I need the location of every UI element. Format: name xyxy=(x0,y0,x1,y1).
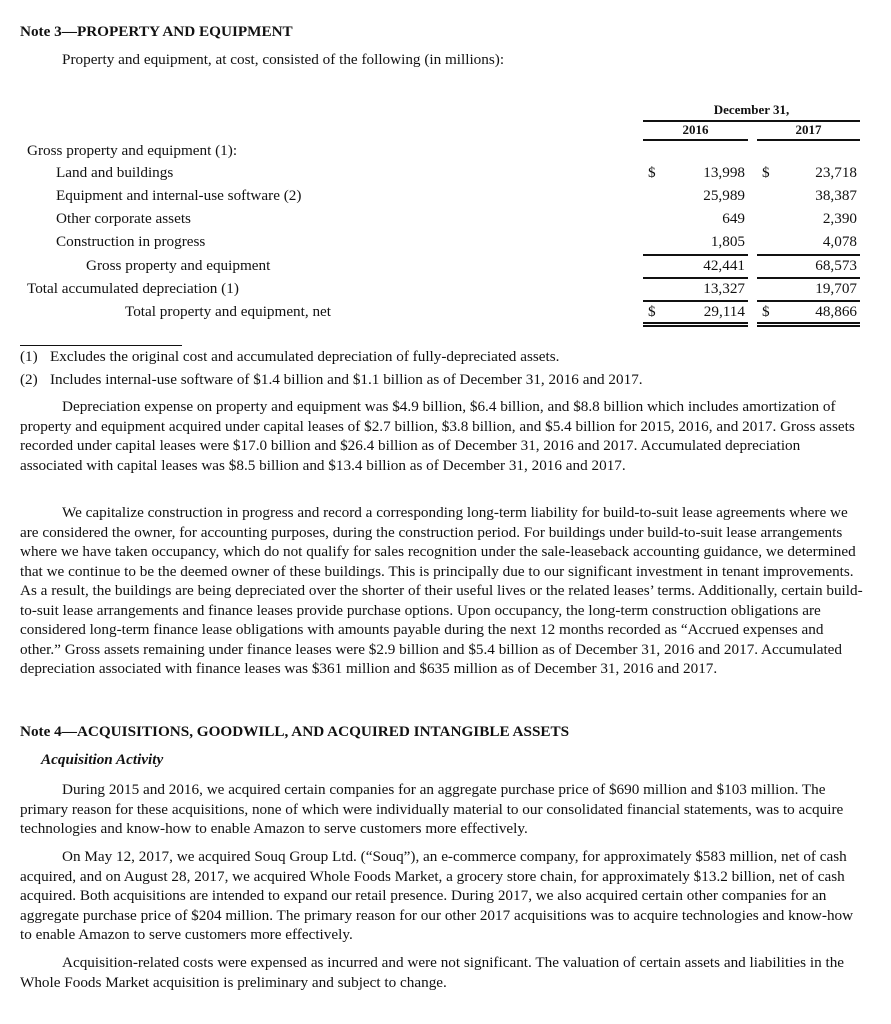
row-label: Total property and equipment, net xyxy=(125,303,332,320)
row-label: Equipment and internal-use software (2) xyxy=(56,187,302,204)
footnote-marker: (1) xyxy=(20,348,38,365)
column-header-2016: 2016 xyxy=(682,122,709,137)
footnote-text: Includes internal-use software of $1.4 billion and $1.1 billion as of December 31, 2016 and 2017. xyxy=(50,371,643,388)
currency-symbol: $ xyxy=(762,164,770,181)
row-label: Gross property and equipment xyxy=(86,257,271,274)
currency-symbol: $ xyxy=(648,303,656,320)
currency-symbol: $ xyxy=(648,164,656,181)
table-cell: 4,078 xyxy=(822,233,857,250)
double-rule-2017 xyxy=(757,325,860,327)
paragraph-acquisitions-2015-2016: During 2015 and 2016, we acquired certain companies for an aggregate purchase price of $690 million and $103 million. The primary reason for these acquisitions, none of which were individually material to our consolidated financial statements, was to acquire technologies and know-how to enable Amazon to serve customers more effectively. xyxy=(20,781,844,837)
table-cell: 2,390 xyxy=(822,210,857,227)
table-cell: 23,718 xyxy=(815,164,857,181)
table-cell: 19,707 xyxy=(815,280,857,297)
table-cell: 48,866 xyxy=(815,303,857,320)
paragraph-acquisitions-2017: On May 12, 2017, we acquired Souq Group Ltd. (“Souq”), an e-commerce company, for approximately $583 million, net of cash acquired, and on August 28, 2017, we acquired Whole Foods Market, a grocery store chain, for approximately $13.2 billion, net of cash acquired. Both acquisitions are intended to expand our retail presence. During 2017, we also acquired certain other companies for an aggregate purchase price of $204 million. The primary reason for our other 2017 acquisitions was to acquire technologies and know-how to enable Amazon to serve customers more effectively. xyxy=(20,848,854,943)
table-cell: 649 xyxy=(722,210,745,227)
table-cell: 29,114 xyxy=(703,303,745,320)
paragraph-acquisition-costs: Acquisition-related costs were expensed as incurred and were not significant. The valuation of certain assets and liabilities in the Whole Foods Market acquisition is preliminary and subject to change. xyxy=(20,954,845,991)
footnote-marker: (2) xyxy=(20,371,38,388)
table-cell: 25,989 xyxy=(703,187,745,204)
currency-symbol: $ xyxy=(762,303,770,320)
table-cell: 68,573 xyxy=(815,257,857,274)
row-label: Total accumulated depreciation (1) xyxy=(27,280,239,297)
column-rule-2016 xyxy=(643,139,748,141)
row-label: Gross property and equipment (1): xyxy=(27,142,238,159)
footnote-1 xyxy=(20,348,559,366)
paragraph-construction: We capitalize construction in progress and record a corresponding long-term liability for build-to-suit lease agreements where we are considered the owner, for accounting purposes, during the construction period. For buildings under build-to-suit lease arrangements where we have taken occupancy, which do not qualify for sales recognition under the sale-leaseback accounting guidance, we determined that we continue to be the deemed owner of these buildings. This is principally due to our significant investment in tenant improvements. As a result, the buildings are being depreciated over the shorter of their useful lives or the related leases’ terms. Additionally, certain build-to-suit lease arrangements and finance leases provide purchase options. Upon occupancy, the long-term construction obligations are considered long-term finance lease obligations with amounts payable during the next 12 months recorded as “Accrued expenses and other.” Gross assets remaining under finance leases were $2.9 billion and $5.4 billion as of December 31, 2016 and 2017. Accumulated depreciation associated with finance leases was $361 million and $635 million as of December 31, 2016 and 2017. xyxy=(20,504,863,677)
double-rule-2016 xyxy=(643,325,748,327)
row-label: Other corporate assets xyxy=(56,210,191,227)
table-cell: 13,998 xyxy=(703,164,745,181)
note4-subheading: Acquisition Activity xyxy=(41,751,164,768)
subtotal-rule-2016 xyxy=(643,277,748,279)
double-rule-2016 xyxy=(643,322,748,324)
footnote-separator xyxy=(20,345,182,346)
subtotal-rule-2017 xyxy=(757,277,860,279)
table-cell: 13,327 xyxy=(703,280,745,297)
table-cell: 1,805 xyxy=(710,233,745,250)
subtotal-rule-2017 xyxy=(757,254,860,256)
footnote-text: Excludes the original cost and accumulated depreciation of fully-depreciated assets. xyxy=(50,348,560,365)
paragraph-depreciation: Depreciation expense on property and equipment was $4.9 billion, $6.4 billion, and $8.8 billion which includes amortization of property and equipment acquired under capital leases of $2.7 billion, $3.8 billion, and $5.4 billion for 2015, 2016, and 2017. Gross assets recorded under capital leases were $17.0 billion and $26.4 billion as of December 31, 2016 and 2017. Accumulated depreciation associated with capital leases was $8.5 billion and $13.4 billion as of December 31, 2016 and 2017. xyxy=(20,398,855,474)
column-rule-2017 xyxy=(757,139,860,141)
subtotal-rule-2016 xyxy=(643,254,748,256)
note3-title: Note 3—PROPERTY AND EQUIPMENT xyxy=(20,23,293,40)
row-label: Land and buildings xyxy=(56,164,174,181)
note3-intro: Property and equipment, at cost, consisted of the following (in millions): xyxy=(62,51,505,68)
footnote-2 xyxy=(20,371,643,389)
row-label: Construction in progress xyxy=(56,233,206,250)
total-rule-2017 xyxy=(757,300,860,302)
table-cell: 38,387 xyxy=(815,187,857,204)
column-header-2017: 2017 xyxy=(795,122,822,137)
double-rule-2017 xyxy=(757,322,860,324)
period-header: December 31, xyxy=(713,102,790,117)
note4-title: Note 4—ACQUISITIONS, GOODWILL, AND ACQUIRED INTANGIBLE ASSETS xyxy=(20,723,570,740)
total-rule-2016 xyxy=(643,300,748,302)
table-cell: 42,441 xyxy=(703,257,745,274)
